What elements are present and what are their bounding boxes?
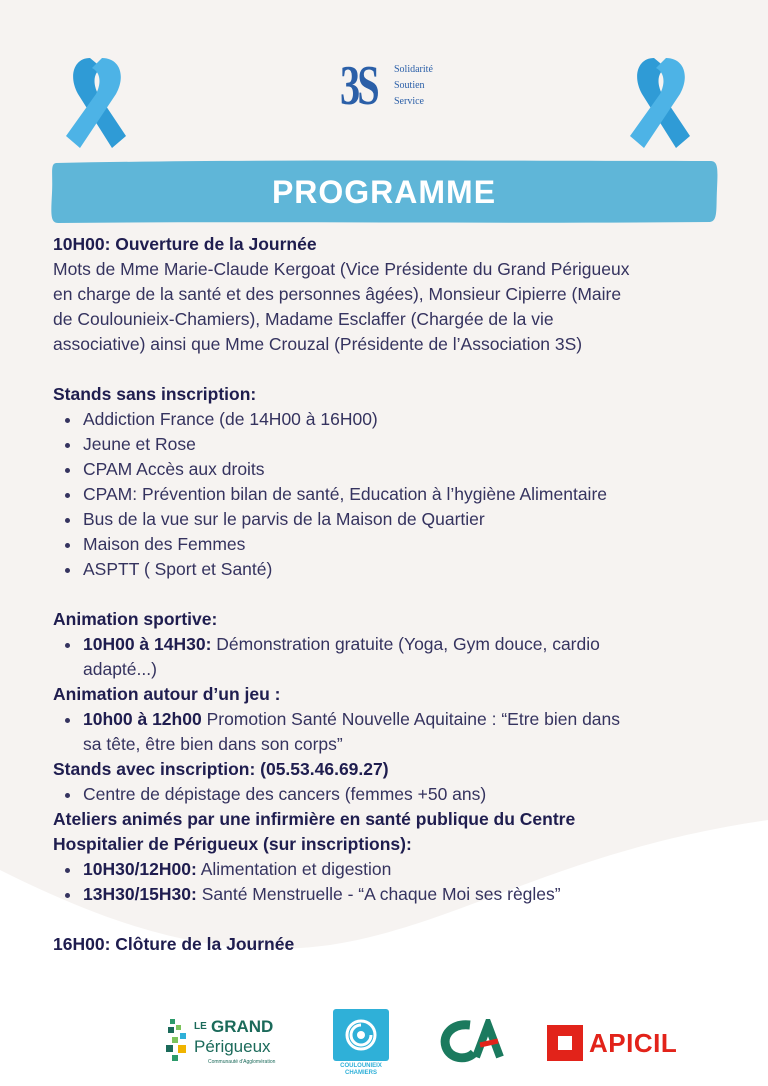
opening-line: de Coulounieix-Chamiers), Madame Esclaffer (Chargée de la vie — [53, 309, 554, 329]
coulounieix-chamiers-logo — [333, 1009, 389, 1075]
grand-perigueux-mark-icon — [164, 1017, 194, 1065]
opening-line: en charge de la santé et des personnes âgées), Monsieur Cipierre (Maire — [53, 284, 622, 304]
workshops-list — [53, 857, 733, 907]
apicil-name: APICIL — [589, 1027, 678, 1058]
credit-agricole-logo-icon — [440, 1019, 504, 1063]
awareness-ribbon-icon — [60, 54, 140, 154]
item-text: Démonstration gratuite (Yoga, Gym douce, cardio — [211, 634, 600, 654]
stands-registration-list — [53, 782, 733, 807]
stands-free-heading: Stands sans inscription: — [53, 384, 257, 404]
item-text: Santé Menstruelle - “A chaque Moi ses règles” — [196, 884, 561, 904]
item-text: Promotion Santé Nouvelle Aquitaine : “Etre bien dans — [201, 709, 621, 729]
logo-mark: 3S — [340, 55, 377, 117]
grand-city: Périgueux — [194, 1037, 271, 1056]
coul-line: CHAMIERS — [344, 1070, 377, 1076]
opening-heading: 10H00: Ouverture de la Journée — [53, 234, 317, 254]
list-item: CPAM: Prévention bilan de santé, Education à l’hygiène Alimentaire — [53, 482, 733, 507]
page-title: PROGRAMME — [271, 173, 497, 210]
list-item: ASPTT ( Sport et Santé) — [53, 557, 733, 582]
list-item: Addiction France (de 14H00 à 16H00) — [53, 407, 733, 432]
list-item — [53, 632, 733, 682]
workshops-heading: Ateliers animés par une infirmière en santé publique du Centre — [53, 809, 576, 829]
logo-word: Soutien — [394, 80, 425, 91]
list-item: Jeune et Rose — [53, 432, 733, 457]
closing-heading: 16H00: Clôture de la Journée — [53, 934, 295, 954]
list-item — [53, 707, 733, 757]
grand-perigueux-logo — [164, 1013, 276, 1065]
item-text: adapté...) — [83, 659, 157, 679]
grand-le: LE — [194, 1021, 207, 1032]
sport-heading: Animation sportive: — [53, 609, 218, 629]
programme-content — [53, 232, 733, 957]
apicil-logo — [547, 1025, 677, 1061]
awareness-ribbon-icon — [624, 54, 704, 154]
grand-sub: Communauté d'Agglomération — [208, 1059, 276, 1065]
game-heading: Animation autour d’un jeu : — [53, 684, 281, 704]
grand-name: GRAND — [211, 1017, 274, 1036]
list-item: CPAM Accès aux droits — [53, 457, 733, 482]
coul-line: COULOUNIEIX — [340, 1063, 382, 1069]
stands-free-list — [53, 407, 733, 582]
item-text: sa tête, être bien dans son corps” — [83, 734, 343, 754]
list-item: Centre de dépistage des cancers (femmes +50 ans) — [53, 782, 733, 807]
list-item: Bus de la vue sur le parvis de la Maison de Quartier — [53, 507, 733, 532]
item-text: Alimentation et digestion — [196, 859, 392, 879]
list-item: Maison des Femmes — [53, 532, 733, 557]
partner-logos — [0, 1005, 768, 1075]
list-item — [53, 857, 733, 882]
time-label: 10H00 à 14H30: — [83, 634, 212, 654]
sport-list — [53, 632, 733, 682]
time-label: 10h00 à 12h00 — [83, 709, 202, 729]
coulounieix-mark-icon — [343, 1017, 379, 1053]
time-label: 13H30/15H30: — [83, 884, 197, 904]
logo-word: Solidarité — [394, 64, 433, 75]
apicil-square-icon — [547, 1025, 583, 1061]
time-label: 10H30/12H00: — [83, 859, 197, 879]
logo-word: Service — [394, 96, 424, 107]
game-list — [53, 707, 733, 757]
association-3s-logo — [340, 55, 433, 117]
opening-line: associative) ainsi que Mme Crouzal (Présidente de l’Association 3S) — [53, 334, 583, 354]
stands-registration-heading: Stands avec inscription: (05.53.46.69.27) — [53, 759, 389, 779]
logo-words — [394, 62, 433, 110]
list-item — [53, 882, 733, 907]
workshops-heading: Hospitalier de Périgueux (sur inscriptions): — [53, 834, 412, 854]
opening-line: Mots de Mme Marie-Claude Kergoat (Vice Présidente du Grand Périgueux — [53, 259, 630, 279]
